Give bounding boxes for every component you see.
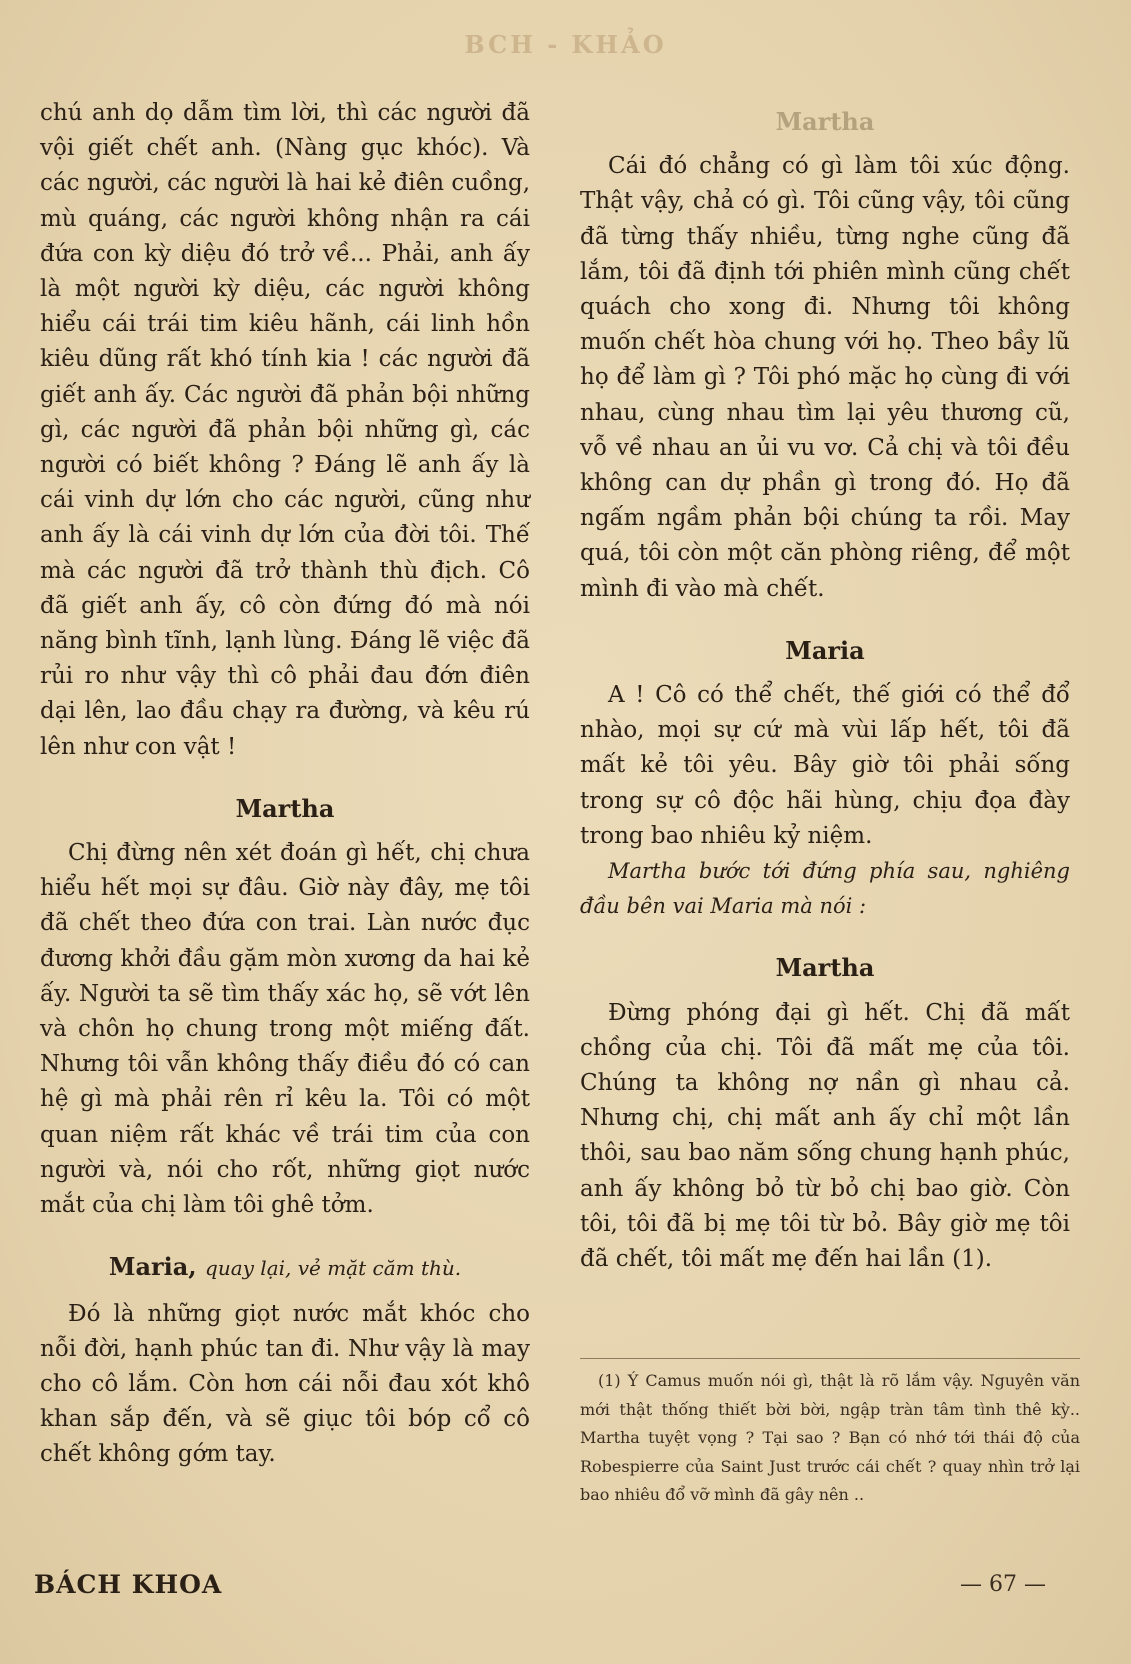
right-column — [580, 104, 1070, 1277]
speaker-heading: Martha — [775, 107, 875, 136]
magazine-name: BÁCH KHOA — [34, 1570, 223, 1599]
left-paragraph-1: chú anh dọ dẫm tìm lời, thì các người đã vội giết chết anh. (Nàng gục khóc). Và các người, các người là hai kẻ điên cuồng, mù quáng, các người không nhận ra cái đứa con kỳ diệu đó trở về... Phải, anh ấy là một người kỳ diệu, các người không hiểu cái trái tim kiêu hãnh, cái linh hồn kiêu dũng rất khó tính kia ! các người đã giết anh ấy. Các người đã phản bội những gì, các người đã phản bội những gì, các người có biết không ? Đáng lẽ anh ấy là cái vinh dự lớn cho các người, cũng như anh ấy là cái vinh dự lớn của đời tôi. Thế mà các người đã trở thành thù địch. Cô đã giết anh ấy, cô còn đứng đó mà nói năng bình tĩnh, lạnh lùng. Đáng lẽ việc đã rủi ro như vậy thì cô phải đau đớn điên dại lên, lao đầu chạy ra đường, và kêu rú lên như con vật ! — [40, 100, 530, 760]
right-paragraph-2: A ! Cô có thể chết, thế giới có thể đổ nhào, mọi sự cứ mà vùi lấp hết, tôi đã mất kẻ tôi yêu. Bây giờ tôi phải sống trong sự cô độc hãi hùng, chịu đọa đày trong bao nhiêu kỷ niệm. — [580, 682, 1070, 849]
stage-direction: quay lại, vẻ mặt căm thù. — [205, 1256, 462, 1281]
running-head: BCH - KHẢO — [464, 30, 667, 59]
left-column — [40, 96, 530, 1473]
footnote — [580, 1358, 1080, 1510]
speaker-heading-with-direction — [40, 1249, 530, 1286]
stage-direction: Martha bước tới đứng phía sau, nghiêng đầu bên vai Maria mà nói : — [580, 859, 1070, 919]
page-number: — 67 — — [960, 1572, 1046, 1597]
left-paragraph-2: Chị đừng nên xét đoán gì hết, chị chưa hiểu hết mọi sự đâu. Giờ này đây, mẹ tôi đã chết theo đứa con trai. Làn nước đục đương khởi đầu gặm mòn xương da hai kẻ ấy. Người ta sẽ tìm thấy xác họ, sẽ vớt lên và chôn họ chung trong một miếng đất. Nhưng tôi vẫn không thấy điều đó có can hệ gì mà phải rên rỉ kêu la. Tôi có một quan niệm rất khác về trái tim của con người và, nói cho rốt, những giọt nước mắt của chị làm tôi ghê tởm. — [40, 840, 530, 1219]
left-paragraph-3: Đó là những giọt nước mắt khóc cho nỗi đời, hạnh phúc tan đi. Như vậy là may cho cô lắm. Còn hơn cái nỗi đau xót khô khan sắp đến, và sẽ giục tôi bóp cổ cô chết không gớm tay. — [40, 1300, 530, 1468]
speaker-heading: Martha — [775, 953, 875, 983]
speaker-name: Maria, — [108, 1252, 197, 1282]
right-paragraph-3: Đừng phóng đại gì hết. Chị đã mất chồng của chị. Tôi đã mất mẹ của tôi. Chúng ta không nợ nần gì nhau cả. Nhưng chị, chị mất anh ấy chỉ một lần thôi, sau bao năm sống chung hạnh phúc, anh ấy không bỏ từ bỏ chị bao giờ. Còn tôi, tôi đã bị mẹ tôi từ bỏ. Bây giờ mẹ tôi đã chết, tôi mất mẹ đến hai lần (1). — [580, 999, 1070, 1273]
footnote-text: (1) Ý Camus muốn nói gì, thật là rõ lắm vậy. Nguyên văn mới thật thống thiết bời bời, ngập tràn tâm tình thê kỳ.. Martha tuyệt vọng ? Tại sao ? Bạn có nhớ tới thái độ của Robespierre của Saint Just trước cái chết ? quay nhìn trở lại bao nhiêu đổ vỡ mình đã gây nên .. — [580, 1371, 1080, 1504]
speaker-heading: Maria — [785, 635, 865, 665]
speaker-heading: Martha — [235, 793, 335, 823]
right-paragraph-1: Cái đó chẳng có gì làm tôi xúc động. Thật vậy, chả có gì. Tôi cũng vậy, tôi cũng đã từng thấy nhiều, từng nghe cũng đã lắm, tôi đã định tới phiên mình cũng chết quách cho xong đi. Nhưng tôi không muốn chết hòa chung với họ. Theo bầy lũ họ để làm gì ? Tôi phó mặc họ cùng đi với nhau, cùng nhau tìm lại yêu thương cũ, vỗ về nhau an ủi vu vơ. Cả chị và tôi đều không can dự phần gì trong đó. Họ đã ngấm ngầm phản bội chúng ta rồi. May quá, tôi còn một căn phòng riêng, để một mình đi vào mà chết. — [580, 153, 1070, 602]
